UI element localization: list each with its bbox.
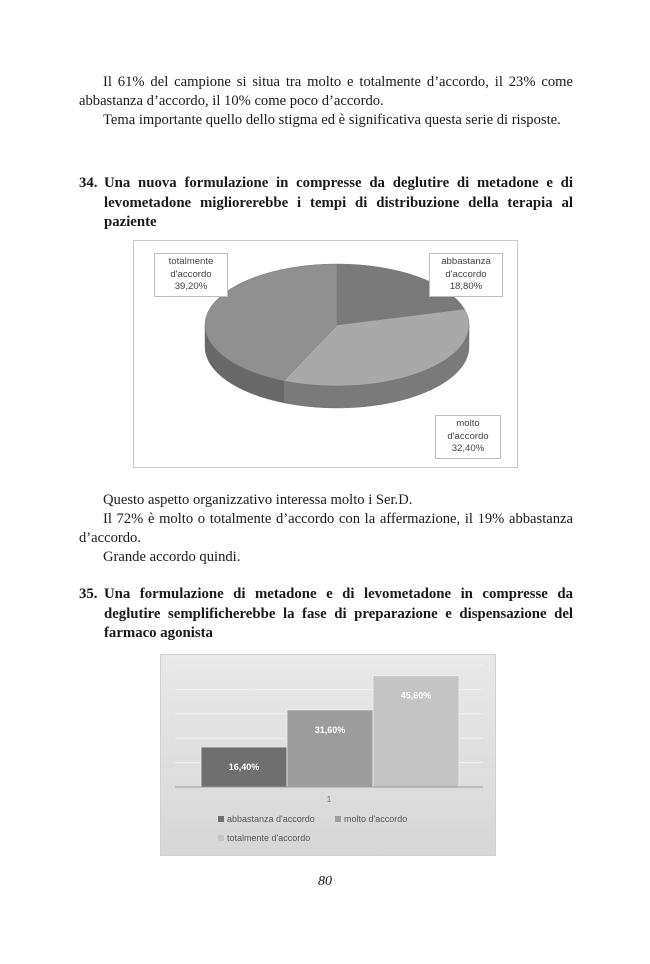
pie-label-value: 32,40% <box>451 443 485 454</box>
question-34 <box>79 174 573 233</box>
pie-label-line: d'accordo <box>170 268 212 280</box>
pie-label-value: 18,80% <box>449 281 483 292</box>
pie-label-line: molto <box>456 418 480 429</box>
page-number: 80 <box>318 874 332 889</box>
legend-swatch <box>335 816 341 822</box>
intro-paragraph-2: Tema importante quello dello stigma ed è significativa questa serie di risposte. <box>103 112 561 128</box>
legend-swatch <box>218 816 224 822</box>
pie-label-line: d'accordo <box>445 268 487 280</box>
pie-label-molto <box>435 415 501 459</box>
legend-entry: totalmente d'accordo <box>227 833 311 843</box>
bar-data-label: 16,40% <box>228 761 260 772</box>
legend-entry: molto d'accordo <box>344 814 408 824</box>
bar-chart <box>160 654 496 856</box>
bar <box>287 710 373 787</box>
mid-paragraph-2: Il 72% è molto o totalmente d’accordo con la affermazione, il 19% abbastanza d’accordo. <box>79 511 573 546</box>
question-35-text: Una formulazione di metadone e di levometadone in compresse da deglutire semplificherebbe la fase di preparazione e dispensazione del farmaco agonista <box>104 586 573 641</box>
bar-chart-svg <box>161 655 495 855</box>
question-34-number: 34. <box>79 175 98 191</box>
mid-paragraph-3: Grande accordo quindi. <box>103 549 241 565</box>
bar-data-label: 31,60% <box>314 724 346 735</box>
pie-label-line: totalmente <box>168 256 214 267</box>
pie-label-line: abbastanza <box>441 256 491 267</box>
question-35-number: 35. <box>79 586 98 602</box>
x-tick-label: 1 <box>326 795 332 804</box>
pie-label-value: 39,20% <box>174 281 208 292</box>
pie-chart <box>133 240 518 468</box>
question-34-text: Una nuova formulazione in compresse da deglutire di metadone e di levometadone migliorerebbe i tempi di distribuzione della terapia al paziente <box>104 175 573 230</box>
mid-paragraph-1: Questo aspetto organizzativo interessa molto i Ser.D. <box>103 492 413 508</box>
legend-swatch <box>218 835 224 841</box>
legend-entry: abbastanza d'accordo <box>227 814 315 824</box>
bar-data-label: 45,60% <box>400 690 432 701</box>
pie-label-totalmente <box>154 253 228 297</box>
intro-paragraph-1: Il 61% del campione si situa tra molto e totalmente d’accordo, il 23% come abbastanza d’accordo, il 10% come poco d’accordo. <box>79 74 573 109</box>
pie-label-line: d'accordo <box>447 430 489 442</box>
pie-label-abbastanza <box>429 253 503 297</box>
question-35 <box>79 585 573 644</box>
